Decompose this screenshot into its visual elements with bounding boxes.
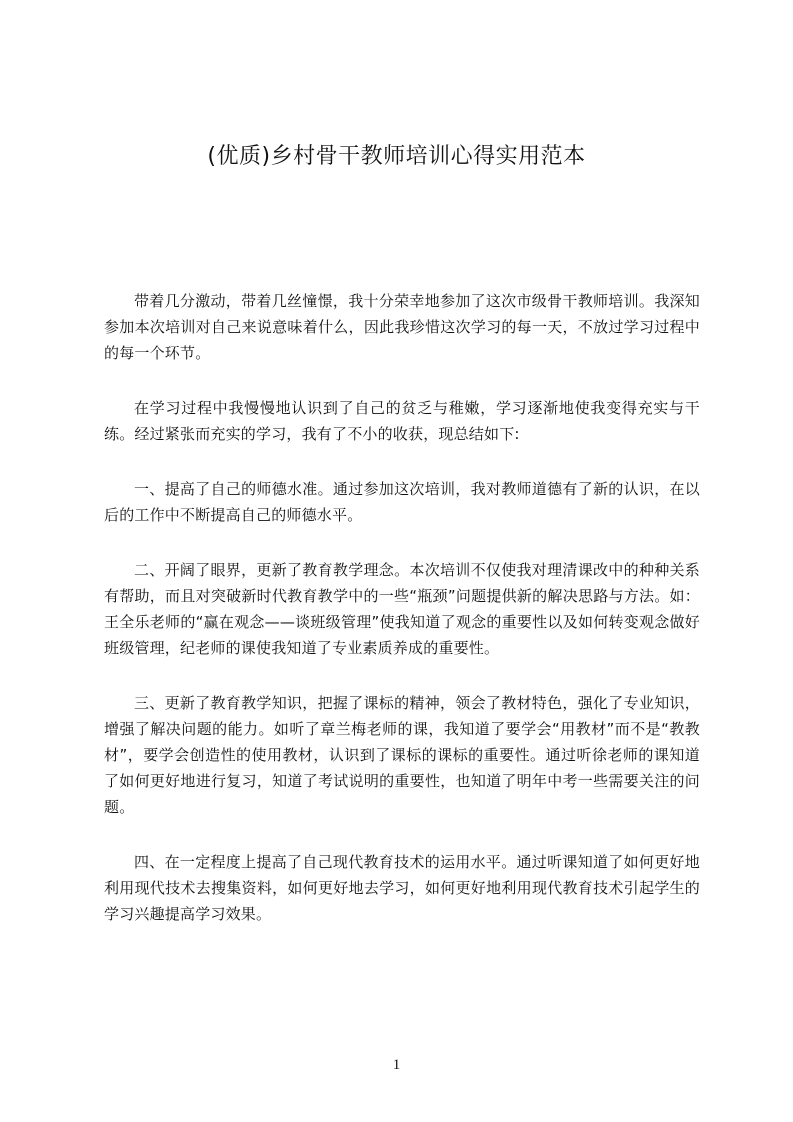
paragraph-point-two: 二、开阔了眼界，更新了教育教学理念。本次培训不仅使我对理清课改中的种种关系有帮助，而且对突破新时代教育教学中的一些“瓶颈”问题提供新的解决思路与方法。如：王全乐老师的“赢在观念——谈班级管理”使我知道了观念的重要性以及如何转变观念做好班级管理，纪老师的课使我知道了专业素质养成的重要性。 — [104, 561, 700, 657]
paragraph-point-four: 四、在一定程度上提高了自己现代教育技术的运用水平。通过听课知道了如何更好地利用现代技术去搜集资料，如何更好地去学习，如何更好地利用现代教育技术引起学生的学习兴趣提高学习效果。 — [104, 853, 700, 923]
document-body — [104, 288, 700, 956]
paragraph-intro: 带着几分激动，带着几丝憧憬，我十分荣幸地参加了这次市级骨干教师培训。我深知参加本次培训对自己来说意味着什么，因此我珍惜这次学习的每一天，不放过学习过程中的每一个环节。 — [104, 292, 700, 362]
paragraph-summary: 在学习过程中我慢慢地认识到了自己的贫乏与稚嫩，学习逐渐地使我变得充实与干练。经过紧张而充实的学习，我有了不小的收获，现总结如下: — [104, 399, 700, 443]
paragraph-point-three: 三、更新了教育教学知识，把握了课标的精神，领会了教材特色，强化了专业知识，增强了解决问题的能力。如听了章兰梅老师的课，我知道了要学会“用教材”而不是“教教材”，要学会创造性的使用教材，认识到了课标的课标的重要性。通过听徐老师的课知道了如何更好地进行复习，知道了考试说明的重要性，也知道了明年中考一些需要关注的问题。 — [104, 694, 700, 816]
page-number: 1 — [392, 1057, 401, 1073]
document-title: (优质)乡村骨干教师培训心得实用范本 — [207, 144, 586, 169]
paragraph-point-one: 一、提高了自己的师德水准。通过参加这次培训，我对教师道德有了新的认识，在以后的工作中不断提高自己的师德水平。 — [104, 480, 700, 524]
